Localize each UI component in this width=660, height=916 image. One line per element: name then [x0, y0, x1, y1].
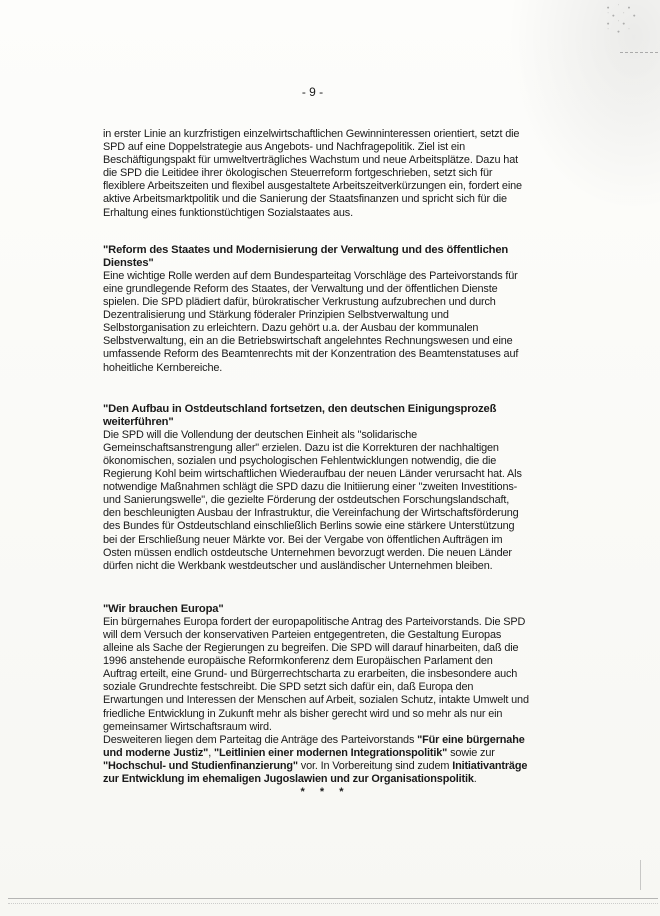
closing-bold-hochschul: "Hochschul- und Studienfinanzierung" [103, 759, 298, 772]
page-number: - 9 - [301, 85, 324, 99]
section-body: Ein bürgernahes Europa fordert der europapolitische Antrag des Parteivorstands. Die SPD will dem Versuch der konservativen Parteien entgegentreten, die Gestaltung Europas alleine als Sache der Regierungen zu begreifen. Die SPD will darauf hinarbeiten, daß die 1996 anstehende europäische Reformkonferenz dem Europäischen Parlament den Auftrag erteilt, eine Grund- und Bürgerrechtscharta zu erarbeiten, die insbesondere auch soziale Grundrechte festschreibt. Die SPD setzt sich dafür ein, daß Europa den Erwartungen und Interessen der Menschen auf Arbeit, sozialen Schutz, intakte Umwelt und friedliche Entwicklung in Zukunft mehr als bisher gerecht wird und so mehr als nur ein gemeinsamer Wirtschaftsraum wird. [103, 615, 529, 733]
scan-edge [8, 898, 658, 904]
section-heading: "Wir brauchen Europa" [103, 602, 224, 615]
scan-artifact-line [620, 52, 658, 54]
section-heading: "Den Aufbau in Ostdeutschland fortsetzen, den deutschen Einigungsprozeß weiterführen" [103, 402, 497, 428]
closing-text: . [473, 773, 477, 786]
end-stars: * * * [300, 786, 350, 799]
closing-bold-justiz: "Für eine bürgernahe und moderne Justiz" [103, 733, 525, 759]
closing-text: sowie zur [447, 746, 495, 759]
section-heading: "Reform des Staates und Modernisierung der Verwaltung und des öffentlichen Dienstes" [103, 243, 509, 269]
closing-bold-initiativ: Initiativanträge zur Entwicklung im ehemaligen Jugoslawien und zur Organisationspolitik [103, 759, 528, 786]
closing-paragraph [103, 734, 529, 786]
closing-text: Desweiteren liegen dem Parteitag die Anträge des Parteivorstands [103, 733, 418, 746]
scan-artifact: ∙ ˙ ∙ ˙∙ ˙ ∙ ∙ ˙∙ ˙ ∙ ˙ [606, 4, 638, 36]
section-body: Eine wichtige Rolle werden auf dem Bundesparteitag Vorschläge des Parteivorstands für eine grundlegende Reform des Staates, der Verwaltung und der öffentlichen Dienste spielen. Die SPD plädiert dafür, bürokratischer Verkrustung aufzubrechen und durch Dezentralisierung und Stärkung föderaler Prinzipien Selbstverwaltung und Selbstorganisation zu erleichtern. Dazu gehört u.a. der Ausbau der kommunalen Selbstverwaltung, ein an die Betriebswirtschaft angelehntes Rechnungswesen und eine umfassende Reform des Beamtenrechts mit der Konzentration des Beamtenstatuses auf hoheitliche Kernbereiche. [103, 269, 519, 374]
document-body [103, 128, 529, 799]
section-europa [103, 603, 529, 734]
scan-edge-corner [640, 860, 657, 890]
closing-text: , [208, 746, 214, 759]
section-reform-staat [103, 244, 529, 375]
section-aufbau-ost [103, 403, 529, 573]
intro-paragraph: in erster Linie an kurzfristigen einzelwirtschaftlichen Gewinninteressen orientiert, setzt die SPD auf eine Doppelstrategie aus Angebots- und Nachfragepolitik. Ziel ist ein Beschäftigungspakt für umweltverträgliches Wachstum und neue Arbeitsplätze. Dazu hat die SPD die Leitidee ihrer ökologischen Steuerreform fortgeschrieben, setzt sich für flexiblere Arbeitszeiten und flexibel ausgestaltete Arbeitszeitverkürzungen ein, fordert eine aktive Arbeitsmarktpolitik und die Sanierung der Staatsfinanzen und spricht sich für die Erhaltung eines funktionstüchtigen Sozialstaates aus. [103, 128, 522, 219]
closing-bold-integration: "Leitlinien einer modernen Integrationspolitik" [213, 746, 448, 759]
section-body: Die SPD will die Vollendung der deutschen Einheit als "solidarische Gemeinschaftsanstrengung aller" erzielen. Dazu ist die Korrekturen der nachhaltigen ökonomischen, sozialen und psychologischen Fehlentwicklungen notwendig, die die Regierung Kohl beim wirtschaftlichen Wiederaufbau der neuen Länder verursacht hat. Als notwendige Maßnahmen schlägt die SPD dazu die Initiierung einer "zweiten Investitions- und Sanierungswelle", die gezielte Förderung der ostdeutschen Forschungslandschaft, den beschleunigten Ausbau der Infrastruktur, die Vereinfachung der Wirtschaftsförderung des Bundes für Ostdeutschland einschließlich Berlins sowie eine stärkere Unterstützung bei der Erschließung neuer Märkte vor. Bei der Vergabe von öffentlichen Aufträgen im Osten müssen endlich ostdeutsche Unternehmen bevorzugt werden. Die neuen Länder dürfen nicht die Werkbank westdeutscher und ausländischer Unternehmen bleiben. [103, 428, 522, 572]
closing-text: vor. In Vorbereitung sind zudem [297, 759, 453, 772]
